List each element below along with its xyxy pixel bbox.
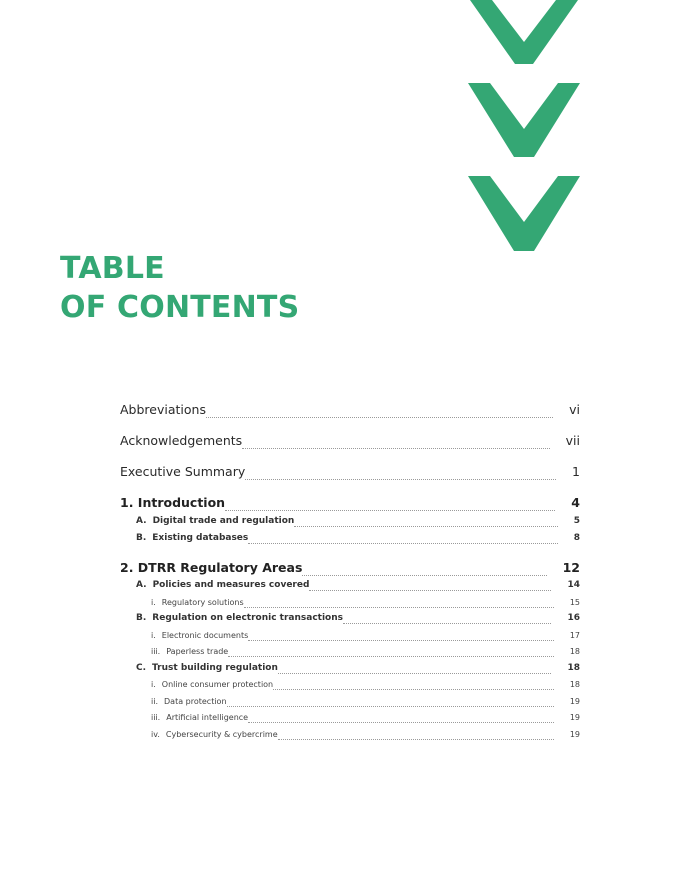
toc-entry-label [136, 663, 278, 674]
toc-entry-text: Data protection [164, 697, 227, 706]
toc-entry-page: 16 [567, 613, 580, 623]
toc-entry-page: 19 [569, 713, 580, 722]
dot-leader [248, 722, 554, 723]
toc-entry-abbreviations[interactable] [120, 398, 580, 418]
dot-leader [206, 417, 553, 418]
toc-entry-label: 2. DTRR Regulatory Areas [120, 560, 303, 575]
toc-entry-page: vi [569, 402, 580, 417]
toc-entry-electronic-documents[interactable] [151, 628, 580, 641]
toc-entry-label [136, 613, 343, 624]
toc-entry-label [151, 713, 248, 723]
toc-entry-page: 1 [572, 464, 580, 479]
dot-leader [273, 689, 554, 690]
toc-entry-text: Paperless trade [166, 647, 229, 656]
toc-entry-regulatory-solutions[interactable] [151, 595, 580, 608]
toc-entry-number: A. [136, 580, 147, 590]
toc-entry-label [136, 533, 248, 544]
chevron-decoration [468, 0, 580, 252]
toc-entry-number: B. [136, 533, 147, 543]
toc-entry-page: 12 [562, 560, 580, 575]
chevron-down-icon [468, 176, 580, 251]
title-line-2: OF CONTENTS [60, 290, 300, 325]
toc-entry-page: 19 [569, 730, 580, 739]
toc-entry-label [151, 697, 227, 707]
toc-entry-label [136, 516, 294, 527]
toc-entry-label: Acknowledgements [120, 433, 243, 448]
toc-entry-number: C. [136, 663, 147, 673]
toc-entry-number: ii. [151, 697, 158, 706]
toc-entry-text: Policies and measures covered [152, 580, 310, 590]
toc-entry-text: Regulatory solutions [161, 598, 244, 607]
title-line-1: TABLE [60, 251, 165, 286]
toc-entry-label [151, 730, 278, 740]
toc-entry-label: Abbreviations [120, 402, 206, 417]
toc-entry-text: Trust building regulation [152, 663, 278, 673]
dot-leader [227, 706, 554, 707]
toc-entry-page: 14 [567, 580, 580, 590]
dot-leader [343, 623, 551, 624]
toc-entry-number: i. [151, 598, 156, 607]
toc-entry-text: Online consumer protection [161, 680, 274, 689]
toc-entry-electronic-transactions[interactable] [136, 610, 580, 624]
dot-leader [278, 739, 554, 740]
page-title [60, 249, 299, 327]
toc-entry-dtrr-regulatory-areas[interactable] [120, 556, 580, 576]
toc-entry-page: 18 [569, 647, 580, 656]
toc-entry-paperless-trade[interactable] [151, 644, 580, 657]
dot-leader [278, 673, 552, 674]
toc-entry-page: 18 [567, 663, 580, 673]
toc-entry-page: 18 [569, 680, 580, 689]
toc-entry-cybersecurity[interactable] [151, 727, 580, 740]
chevron-down-icon [468, 83, 580, 157]
toc-entry-page: 8 [573, 533, 580, 543]
toc-entry-text: Artificial intelligence [166, 713, 249, 722]
chevron-down-icon [470, 0, 578, 64]
toc-entry-introduction[interactable] [120, 491, 580, 511]
toc-entry-label [151, 647, 228, 657]
dot-leader [248, 640, 554, 641]
toc-entry-number: i. [151, 680, 156, 689]
toc-entry-label [151, 598, 244, 608]
dot-leader [309, 590, 551, 591]
toc-entry-text: Digital trade and regulation [152, 516, 295, 526]
toc-entry-label: Executive Summary [120, 464, 246, 479]
toc-entry-label: 1. Introduction [120, 495, 226, 510]
toc-entry-page: vii [565, 433, 580, 448]
toc-entry-number: A. [136, 516, 147, 526]
toc-entry-page: 19 [569, 697, 580, 706]
toc-entry-executive-summary[interactable] [120, 460, 580, 480]
toc-entry-label [151, 680, 273, 690]
dot-leader [302, 575, 546, 576]
toc-entry-trust-building[interactable] [136, 660, 580, 674]
toc-entry-label [136, 580, 309, 591]
toc-entry-policies-measures[interactable] [136, 577, 580, 591]
dot-leader [242, 448, 549, 449]
dot-leader [248, 543, 557, 544]
toc-entry-text: Electronic documents [161, 631, 249, 640]
toc-entry-number: i. [151, 631, 156, 640]
toc-entry-page: 5 [573, 516, 580, 526]
toc-entry-text: Cybersecurity & cybercrime [165, 730, 278, 739]
toc-entry-artificial-intelligence[interactable] [151, 710, 580, 723]
dot-leader [245, 479, 556, 480]
toc-entry-page: 4 [571, 495, 580, 510]
dot-leader [228, 656, 554, 657]
toc-entry-digital-trade[interactable] [136, 513, 580, 527]
toc-entry-text: Existing databases [152, 533, 249, 543]
toc-entry-number: iv. [151, 730, 160, 739]
toc-entry-number: iii. [151, 647, 161, 656]
toc-entry-page: 17 [569, 631, 580, 640]
dot-leader [225, 510, 555, 511]
toc-entry-consumer-protection[interactable] [151, 677, 580, 690]
toc-entry-text: Regulation on electronic transactions [152, 613, 343, 623]
toc-entry-existing-databases[interactable] [136, 530, 580, 544]
toc-entry-acknowledgements[interactable] [120, 429, 580, 449]
dot-leader [294, 526, 557, 527]
dot-leader [244, 607, 554, 608]
toc-entry-page: 15 [569, 598, 580, 607]
toc-entry-number: B. [136, 613, 147, 623]
toc-entry-label [151, 631, 248, 641]
toc-entry-data-protection[interactable] [151, 694, 580, 707]
toc-entry-number: iii. [151, 713, 161, 722]
